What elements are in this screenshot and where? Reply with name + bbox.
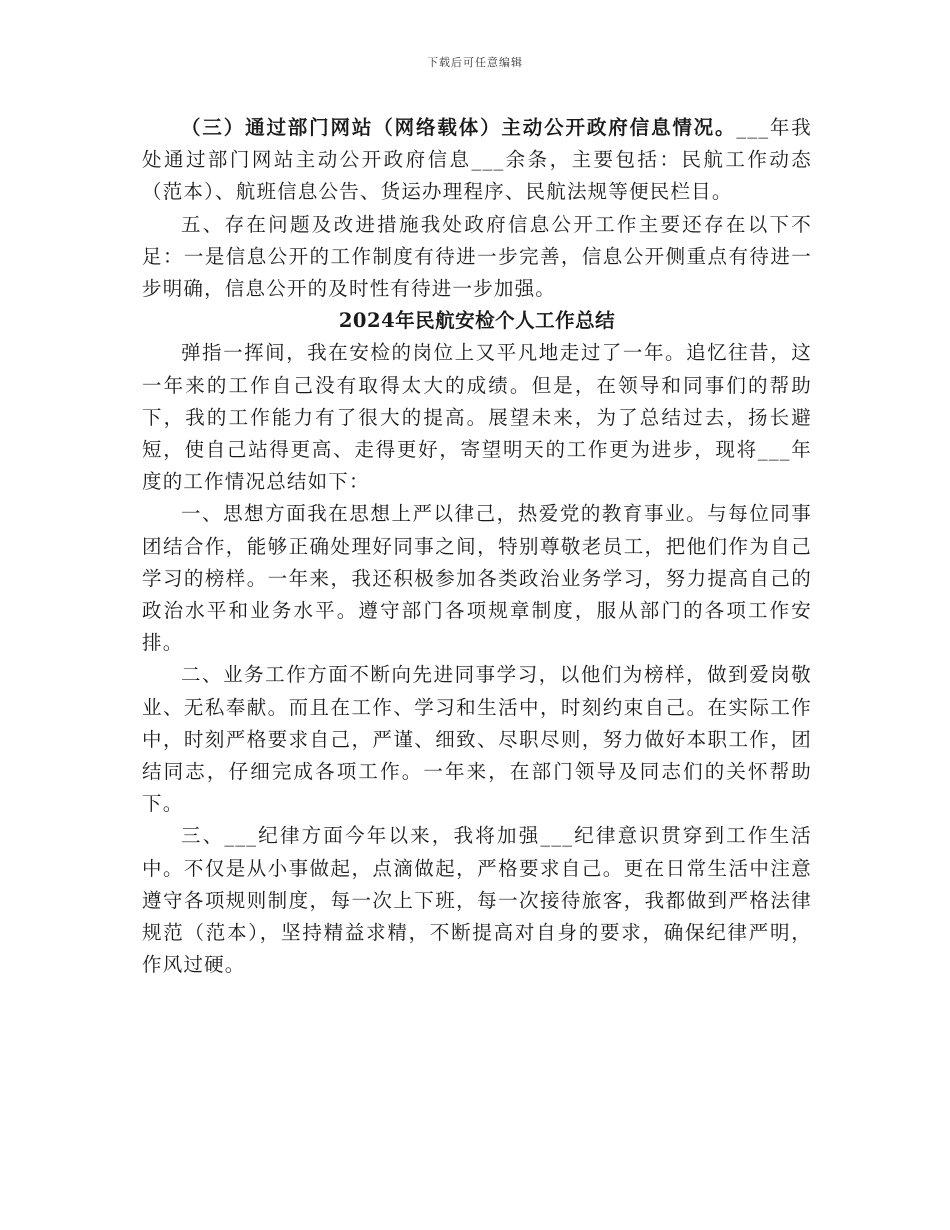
- page-header-note: 下载后可任意编辑: [427, 56, 523, 69]
- paragraph-problems: 五、存在问题及改进措施我处政府信息公开工作主要还存在以下不足：一是信息公开的工作制度有待进一步完善，信息公开侧重点有待进一步明确，信息公开的及时性有待进一步加强。: [142, 212, 812, 301]
- paragraph-thought: 一、思想方面我在思想上严以律己，热爱党的教育事业。与每位同事团结合作，能够正确处理好同事之间，特别尊敬老员工，把他们作为自己学习的榜样。一年来，我还积极参加各类政治业务学习，努力提高自己的政治水平和业务水平。遵守部门各项规章制度，服从部门的各项工作安排。: [142, 502, 812, 655]
- document-body: [142, 112, 812, 981]
- paragraph-intro: 弹指一挥间，我在安检的岗位上又平凡地走过了一年。追忆往昔，这一年来的工作自己没有取得太大的成绩。但是，在领导和同事们的帮助下，我的工作能力有了很大的提高。展望未来，为了总结过去，扬长避短，使自己站得更高、走得更好，寄望明天的工作更为进步，现将___年度的工作情况总结如下：: [142, 341, 812, 494]
- paragraph-business: 二、业务工作方面不断向先进同事学习，以他们为榜样，做到爱岗敬业、无私奉献。而且在工作、学习和生活中，时刻约束自己。在实际工作中，时刻严格要求自己，严谨、细致、尽职尽则，努力做好本职工作，团结同志，仔细完成各项工作。一年来，在部门领导及同志们的关怀帮助下。: [142, 663, 812, 816]
- paragraph-lead-heading: （三）通过部门网站（网络载体）主动公开政府信息情况。: [181, 116, 737, 139]
- paragraph-discipline: 三、___纪律方面今年以来，我将加强___纪律意识贯穿到工作生活中。不仅是从小事做起，点滴做起，严格要求自己。更在日常生活中注意遵守各项规则制度，每一次上下班，每一次接待旅客，我都做到严格法律规范（范本），坚持精益求精，不断提高对自身的要求，确保纪律严明，作风过硬。: [142, 824, 812, 977]
- paragraph-text: ___年我处通过部门网站主动公开政府信息___余条，主要包括：民航工作动态（范本）、航班信息公告、货运办理程序、民航法规等便民栏目。: [142, 116, 812, 204]
- paragraph-web-disclosure: [142, 112, 812, 209]
- article-title: 2024年民航安检个人工作总结: [338, 309, 616, 333]
